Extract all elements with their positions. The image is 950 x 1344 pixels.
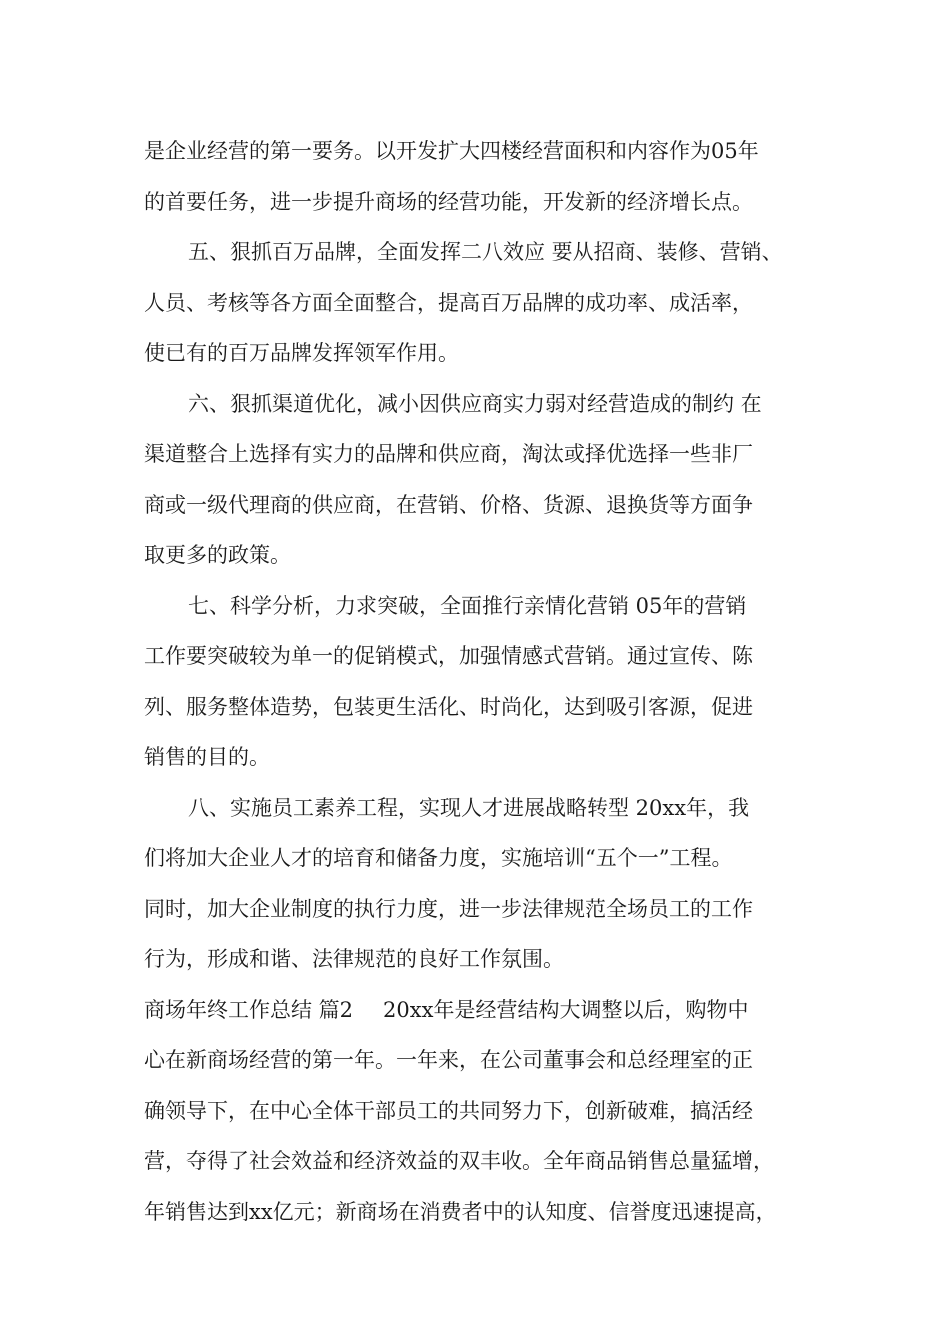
text-line: 使已有的百万品牌发挥领军作用。 <box>144 341 459 365</box>
section-two <box>144 985 834 1238</box>
text-line: 同时，加大企业制度的执行力度，进一步法律规范全场员工的工作 <box>144 896 753 921</box>
text-line: 人员、考核等各方面全面整合，提高百万品牌的成功率、成活率， <box>144 290 753 315</box>
text-line: 的首要任务，进一步提升商场的经营功能，开发新的经济增长点。 <box>144 189 753 214</box>
text-line: 销售的目的。 <box>144 745 270 769</box>
text-line: 七、科学分析，力求突破，全面推行亲情化营销 05年的营销 <box>188 593 747 618</box>
text-line: 年销售达到xx亿元；新商场在消费者中的认知度、信誉度迅速提高， <box>144 1199 777 1224</box>
paragraph-continued <box>144 126 834 227</box>
section-heading-line <box>144 985 834 1036</box>
text-line: 心在新商场经营的第一年。一年来，在公司董事会和总经理室的正 <box>144 1048 753 1072</box>
paragraph-seven <box>144 581 834 783</box>
text-line: 八、实施员工素养工程，实现人才进展战略转型 20xx年，我 <box>188 795 750 820</box>
text-line: 营，夺得了社会效益和经济效益的双丰收。全年商品销售总量猛增， <box>144 1149 774 1173</box>
text-line: 是企业经营的第一要务。以开发扩大四楼经营面积和内容作为05年 <box>144 139 759 163</box>
text-line: 五、狠抓百万品牌，全面发挥二八效应 要从招商、装修、营销、 <box>188 240 783 264</box>
text-line: 取更多的政策。 <box>144 543 291 567</box>
paragraph-five <box>144 227 834 379</box>
text-line: 行为，形成和谐、法律规范的良好工作氛围。 <box>144 947 564 971</box>
text-line: 们将加大企业人才的培育和储备力度，实施培训“五个一”工程。 <box>144 846 733 870</box>
text-line: 六、狠抓渠道优化，减小因供应商实力弱对经营造成的制约 在 <box>188 391 762 416</box>
text-line: 列、服务整体造势，包装更生活化、时尚化，达到吸引客源，促进 <box>144 694 753 719</box>
paragraph-eight <box>144 783 834 985</box>
text-line: 商或一级代理商的供应商，在营销、价格、货源、退换货等方面争 <box>144 492 753 517</box>
section-title: 商场年终工作总结 篇2 <box>144 997 354 1022</box>
text-line: 确领导下，在中心全体干部员工的共同努力下，创新破难，搞活经 <box>144 1098 753 1123</box>
text-line: 渠道整合上选择有实力的品牌和供应商，淘汰或择优选择一些非厂 <box>144 442 753 466</box>
paragraph-six <box>144 379 834 581</box>
text-line: 工作要突破较为单一的促销模式，加强情感式营销。通过宣传、陈 <box>144 644 753 668</box>
document-body <box>144 126 834 1237</box>
text-line: 20xx年是经营结构大调整以后，购物中 <box>383 997 749 1022</box>
